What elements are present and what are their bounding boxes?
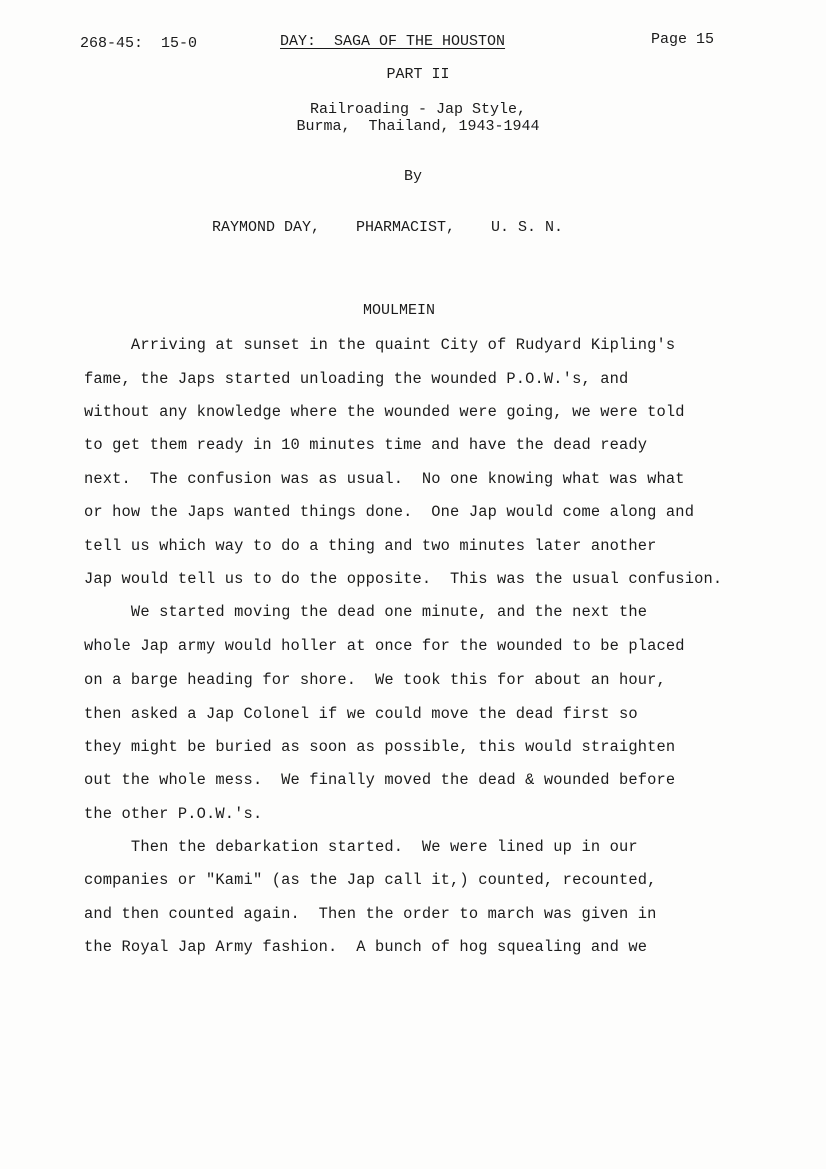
text-line: and then counted again. Then the order to march was given in bbox=[84, 905, 657, 923]
text-line: or how the Japs wanted things done. One Jap would come along and bbox=[84, 503, 695, 521]
text-line: Arriving at sunset in the quaint City of Rudyard Kipling's bbox=[84, 336, 676, 354]
text-line: tell us which way to do a thing and two minutes later another bbox=[84, 537, 657, 555]
text-line: whole Jap army would holler at once for the wounded to be placed bbox=[84, 637, 685, 655]
text-line: next. The confusion was as usual. No one knowing what was what bbox=[84, 470, 685, 488]
text-line: the Royal Jap Army fashion. A bunch of hog squealing and we bbox=[84, 938, 648, 956]
text-line: then asked a Jap Colonel if we could move the dead first so bbox=[84, 705, 638, 723]
text-line: Then the debarkation started. We were lined up in our bbox=[84, 838, 638, 856]
text-line: without any knowledge where the wounded were going, we were told bbox=[84, 403, 685, 421]
file-reference: 268-45: 15-0 bbox=[80, 35, 198, 52]
text-line: companies or "Kami" (as the Jap call it,) counted, recounted, bbox=[84, 871, 657, 889]
part-heading: PART II bbox=[386, 66, 450, 83]
subtitle-line-1: Railroading - Jap Style, bbox=[309, 101, 527, 118]
section-heading: MOULMEIN bbox=[363, 302, 436, 319]
text-line: out the whole mess. We finally moved the dead & wounded before bbox=[84, 771, 676, 789]
byline-by: By bbox=[403, 168, 422, 185]
author-line: RAYMOND DAY, PHARMACIST, U. S. N. bbox=[212, 219, 564, 236]
text-line: they might be buried as soon as possible, this would straighten bbox=[84, 738, 676, 756]
text-line: fame, the Japs started unloading the wounded P.O.W.'s, and bbox=[84, 370, 629, 388]
text-line: Jap would tell us to do the opposite. This was the usual confusion. bbox=[84, 570, 723, 588]
text-line: We started moving the dead one minute, and the next the bbox=[84, 603, 648, 621]
document-title: DAY: SAGA OF THE HOUSTON bbox=[280, 33, 506, 50]
subtitle-line-2: Burma, Thailand, 1943-1944 bbox=[296, 118, 540, 135]
text-line: on a barge heading for shore. We took this for about an hour, bbox=[84, 671, 666, 689]
text-line: the other P.O.W.'s. bbox=[84, 805, 263, 823]
page-number: Page 15 bbox=[651, 31, 715, 48]
text-line: to get them ready in 10 minutes time and have the dead ready bbox=[84, 436, 648, 454]
